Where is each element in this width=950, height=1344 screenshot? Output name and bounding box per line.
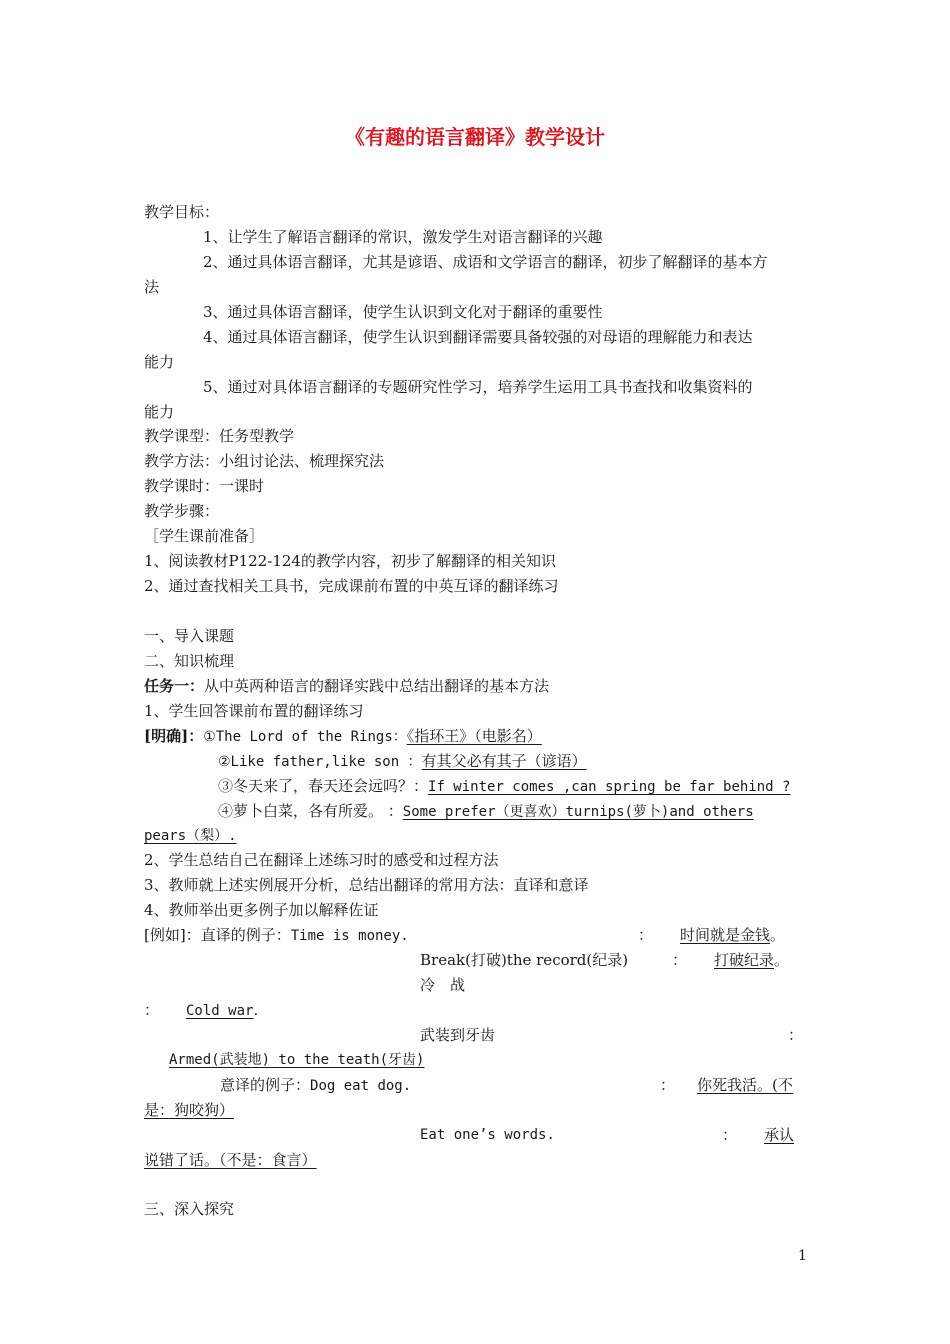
example-answer: 你死我活。(不 bbox=[697, 1076, 793, 1094]
colon: ： bbox=[144, 1001, 160, 1019]
objective-item-cont: 能力 bbox=[144, 353, 175, 371]
task1-text: 从中英两种语言的翻译实践中总结出翻译的基本方法 bbox=[204, 677, 550, 695]
example-line bbox=[218, 801, 754, 821]
example-line bbox=[218, 751, 587, 771]
example-answer: Cold war bbox=[186, 1003, 254, 1019]
example-answer: If winter comes ,can spring be far behind ? bbox=[428, 779, 791, 795]
page-number: 1 bbox=[798, 1248, 807, 1264]
step-text: 2、学生总结自己在翻译上述练习时的感受和过程方法 bbox=[144, 851, 499, 869]
colon: ： bbox=[722, 1126, 738, 1144]
objectives-label: 教学目标： bbox=[144, 203, 220, 221]
teaching-steps-label: 教学步骤： bbox=[144, 502, 220, 520]
example-source: Dog eat dog. bbox=[310, 1078, 412, 1094]
example-answer-line bbox=[680, 925, 785, 945]
colon: ： bbox=[660, 1076, 676, 1094]
example-answer: Some prefer（更喜欢）turnips(萝卜)and others bbox=[402, 804, 754, 820]
example-answer: 《指环王》（电影名） bbox=[406, 727, 542, 745]
section-heading: 二、知识梳理 bbox=[144, 652, 235, 670]
step-text: 4、教师举出更多例子加以解释佐证 bbox=[144, 901, 379, 919]
task1-line bbox=[144, 676, 549, 696]
step-text: 3、教师就上述实例展开分析，总结出翻译的常用方法：直译和意译 bbox=[144, 876, 589, 894]
example-source: Eat one’s words. bbox=[420, 1127, 555, 1143]
example-answer: 时间就是金钱 bbox=[680, 926, 771, 944]
example-answer-line bbox=[186, 1000, 258, 1020]
example-answer-line bbox=[714, 950, 789, 970]
free-example-line bbox=[220, 1075, 411, 1095]
example-line bbox=[218, 776, 790, 796]
teaching-method: 教学方法：小组讨论法、梳理探究法 bbox=[144, 452, 385, 470]
objective-item: 2、通过具体语言翻译，尤其是谚语、成语和文学语言的翻译，初步了解翻译的基本方 bbox=[203, 253, 768, 271]
colon: ： bbox=[672, 951, 688, 969]
page-title: 《有趣的语言翻译》教学设计 bbox=[345, 125, 605, 149]
colon: ： bbox=[638, 926, 654, 944]
example-source: 武装到牙齿 bbox=[420, 1026, 496, 1044]
step-text: 1、学生回答课前布置的翻译练习 bbox=[144, 702, 364, 720]
example-source: ①The Lord of the Rings： bbox=[203, 729, 407, 745]
punctuation: 。 bbox=[770, 926, 786, 944]
example-answer-cont: 是：狗咬狗） bbox=[144, 1101, 235, 1119]
objective-item: 5、通过对具体语言翻译的专题研究性学习，培养学生运用工具书查找和收集资料的 bbox=[203, 378, 753, 396]
class-hours: 教学课时：一课时 bbox=[144, 477, 265, 495]
example-source: Break(打破)the record(纪录) bbox=[420, 951, 629, 969]
punctuation: 。 bbox=[774, 951, 790, 969]
example-label: 意译的例子： bbox=[220, 1076, 311, 1094]
example-answer: 打破纪录 bbox=[714, 951, 775, 969]
example-label: [例如]：直译的例子： bbox=[144, 926, 291, 944]
example-answer: 有其父必有其子（谚语） bbox=[421, 752, 587, 770]
objective-item: 1、让学生了解语言翻译的常识，激发学生对语言翻译的兴趣 bbox=[203, 228, 603, 246]
prep-item: 1、阅读教材P122-124的教学内容，初步了解翻译的相关知识 bbox=[144, 552, 556, 570]
objective-item: 4、通过具体语言翻译，使学生认识到翻译需要具备较强的对母语的理解能力和表达 bbox=[203, 328, 753, 346]
section-heading: 三、深入探究 bbox=[144, 1200, 235, 1218]
colon: ： bbox=[788, 1026, 804, 1044]
objective-item: 3、通过具体语言翻译，使学生认识到文化对于翻译的重要性 bbox=[203, 303, 603, 321]
example-source: 冷 战 bbox=[420, 976, 466, 994]
objective-item-cont: 能力 bbox=[144, 403, 175, 421]
example-answer: Armed(武装地) to the teath(牙齿) bbox=[169, 1052, 425, 1068]
example-answer-cont: 说错了话。（不是：食言） bbox=[144, 1151, 317, 1169]
task1-label: 任务一： bbox=[144, 677, 205, 695]
example-source: ②Like father,like son ： bbox=[218, 754, 422, 770]
example-answer-cont: pears（梨）. bbox=[144, 828, 237, 844]
prep-item: 2、通过查找相关工具书，完成课前布置的中英互译的翻译练习 bbox=[144, 577, 559, 595]
example-source: ③冬天来了，春天还会远吗？： bbox=[218, 777, 429, 795]
punctuation: . bbox=[253, 1001, 259, 1019]
prep-header: ［学生课前准备］ bbox=[144, 527, 265, 545]
clarify-label: [明确]： bbox=[144, 727, 204, 745]
example-source: Time is money. bbox=[290, 928, 409, 944]
objective-item-cont: 法 bbox=[144, 278, 160, 296]
example-answer: 承认 bbox=[764, 1126, 795, 1144]
section-heading: 一、导入课题 bbox=[144, 627, 235, 645]
example-source: ④萝卜白菜，各有所爱。 ： bbox=[218, 802, 403, 820]
course-type: 教学课型：任务型教学 bbox=[144, 427, 295, 445]
example-line bbox=[144, 726, 542, 746]
literal-example-line bbox=[144, 925, 409, 945]
